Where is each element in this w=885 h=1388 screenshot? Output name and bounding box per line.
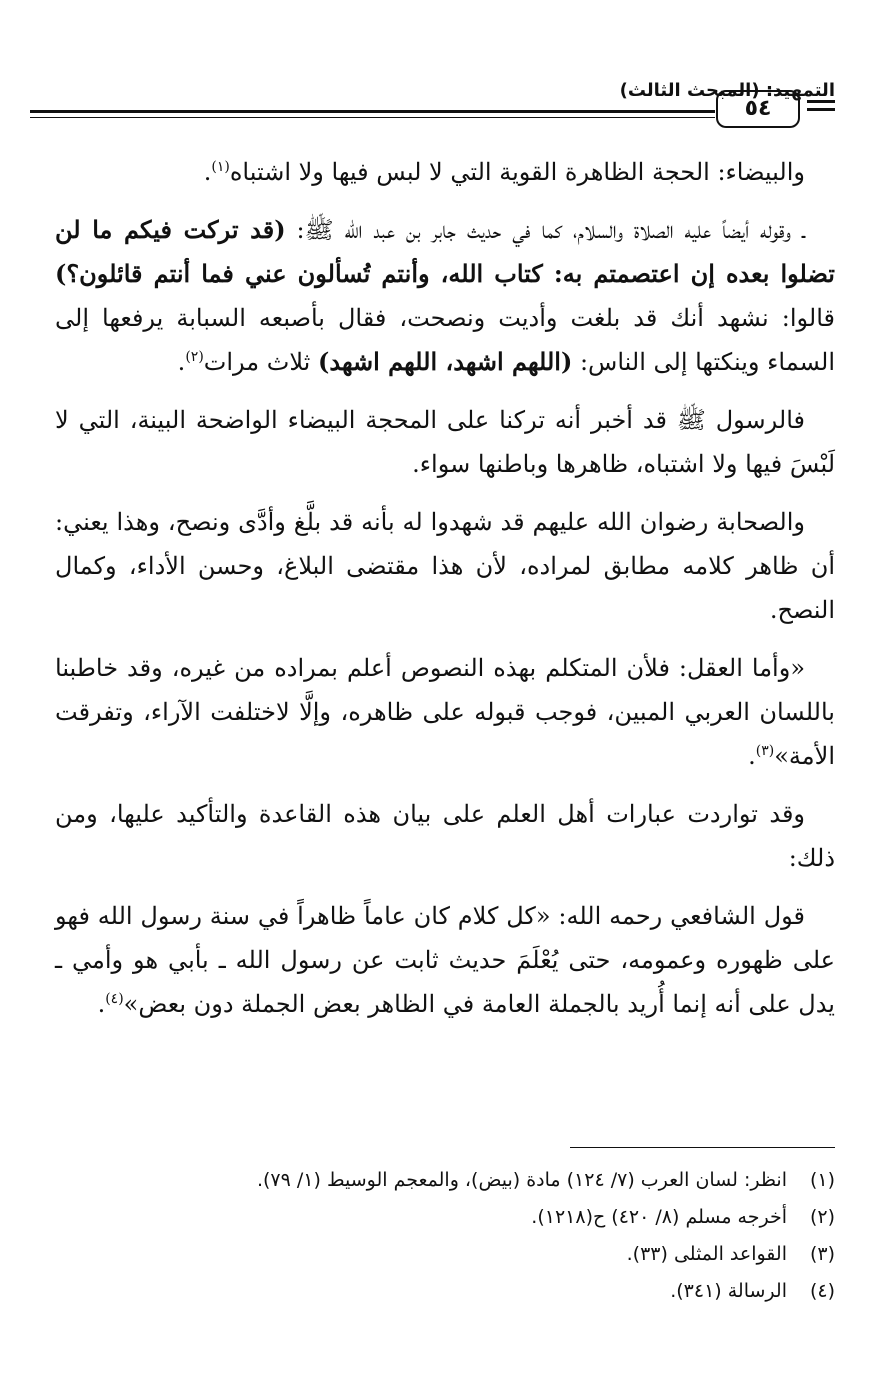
header-rule-thin: [30, 117, 715, 118]
paragraph-4: والصحابة رضوان الله عليهم قد شهدوا له بأنه قد بلَّغ وأدَّى ونصح، وهذا يعني: أن ظاهر كلامه مطابق لمراده، لأن هذا مقتضى البلاغ، وحسن الأداء، وكمال النصح.: [55, 508, 835, 624]
main-text: [55, 150, 835, 1040]
footnotes: [55, 1162, 835, 1310]
footnote-number: (٣): [809, 1243, 835, 1265]
paragraph-1-text: والبيضاء: الحجة الظاهرة القوية التي لا لبس فيها ولا اشتباه: [229, 158, 805, 186]
footnote-item: [55, 1273, 835, 1310]
paragraph-1: [55, 150, 835, 194]
footnote-text: الرسالة (٣٤١).: [670, 1280, 787, 1302]
footnote-ref-4: (٤): [105, 991, 124, 1007]
page-number-ornament-top: [807, 100, 835, 103]
footnote-text: أخرجه مسلم (٨/ ٤٢٠) ح(١٢١٨).: [531, 1206, 787, 1228]
footnote-item: [55, 1199, 835, 1236]
paragraph-2: [55, 208, 835, 384]
footnote-number: (٤): [809, 1280, 835, 1302]
paragraph-2-text-b: قالوا: نشهد أنك قد بلغت وأديت ونصحت، فقال بأصبعه السبابة يرفعها إلى السماء وينكتها إلى الناس:: [55, 304, 836, 376]
footnote-ref-2: (٢): [185, 349, 204, 365]
hadith-quote-1: (قد تركت فيكم ما لن تضلوا بعده إن اعتصمتم به: كتاب الله، وأنتم تُسألون عني فما أنتم قائلون؟): [55, 215, 835, 288]
paragraph-5: [55, 646, 835, 778]
paragraph-7-end: .: [97, 990, 106, 1018]
paragraph-7-text: قول الشافعي رحمه الله: «كل كلام كان عاماً ظاهراً في سنة رسول الله فهو على ظهوره وعمومه، حتى يُعْلَمَ حديث ثابت عن رسول الله ـ بأبي هو وأمي ـ يدل على أنه إنما أُريد بالجملة العامة في الظاهر بعض الجملة دون بعض»: [55, 902, 835, 1018]
paragraph-1-end: .: [203, 158, 212, 186]
footnote-number: (٢): [809, 1206, 835, 1228]
footnote-text: القواعد المثلى (٣٣).: [626, 1243, 787, 1265]
page-number: ٥٤: [716, 90, 800, 128]
paragraph-7: [55, 894, 835, 1026]
footnote-ref-1: (١): [211, 159, 230, 175]
paragraph-2-text-a: ـ وقوله أيضاً عليه الصلاة والسلام، كما في حديث جابر بن عبد الله ﷺ:: [285, 216, 805, 244]
paragraph-6: وقد تواردت عبارات أهل العلم على بيان هذه القاعدة والتأكيد عليها، ومن ذلك:: [55, 800, 835, 872]
header-rule-thick: [30, 110, 715, 113]
hadith-quote-2: (اللهم اشهد، اللهم اشهد): [318, 347, 573, 376]
footnote-item: [55, 1162, 835, 1199]
footnote-number: (١): [809, 1169, 835, 1191]
page-header: [30, 80, 835, 128]
paragraph-3: فالرسول ﷺ قد أخبر أنه تركنا على المحجة البيضاء الواضحة البينة، التي لا لَبْسَ فيها ولا اشتباه، ظاهرها وباطنها سواء.: [55, 406, 835, 478]
running-head-title: التمهيد: (المبحث الثالث): [619, 80, 835, 101]
footnote-ref-3: (٣): [755, 743, 775, 759]
page-number-ornament-bottom: [807, 108, 835, 111]
paragraph-5-end: .: [748, 742, 756, 770]
footnote-text: انظر: لسان العرب (٧/ ١٢٤) مادة (بيض)، والمعجم الوسيط (١/ ٧٩).: [256, 1169, 787, 1191]
footnote-separator: [570, 1147, 835, 1148]
paragraph-2-end: .: [177, 348, 186, 376]
paragraph-2-text-c: ثلاث مرات: [203, 348, 318, 376]
footnote-item: [55, 1236, 835, 1273]
paragraph-5-text: «وأما العقل: فلأن المتكلم بهذه النصوص أعلم بمراده من غيره، وقد خاطبنا باللسان العربي المبين، فوجب قبوله على ظاهره، وإلَّا لاختلفت الآراء، وتفرقت الأمة»: [55, 654, 835, 770]
